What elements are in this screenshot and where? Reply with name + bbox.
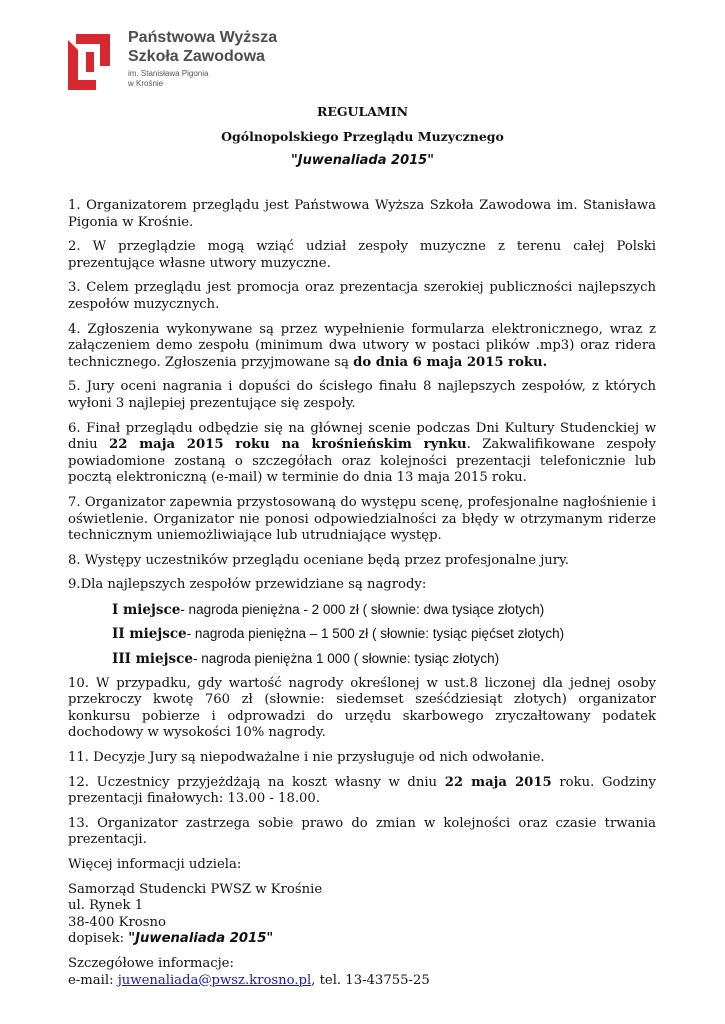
paragraph-1: 1. Organizatorem przeglądu jest Państwowa Wyższa Szkoła Zawodowa im. Stanisława Pigonia w Krośnie. <box>68 198 656 230</box>
contact-email-label: e-mail: <box>68 972 118 988</box>
paragraph-7: 7. Organizator zapewnia przystosowaną do występu scenę, profesjonalne nagłośnienie i oświetlenie. Organizator nie ponosi odpowiedzialności za błędy w otrzymanym riderze technicznym uniemożliwiające lub utrudniające występ. <box>68 494 656 544</box>
logo-subline-1: im. Stanisława Pigonia <box>128 69 209 78</box>
paragraph-12-text-a: 12. Uczestnicy przyjeżdżają na koszt własny w dniu <box>68 774 445 790</box>
document-subtitle: Ogólnopolskiego Przeglądu Muzycznego <box>221 129 504 144</box>
paragraph-8: 8. Występy uczestników przeglądu oceniane będą przez profesjonalne jury. <box>68 552 569 568</box>
logo-line-2: Szkoła Zawodowa <box>128 48 265 65</box>
contact-note-label: dopisek: <box>68 931 129 947</box>
logo-subline-2: w Krośnie <box>128 79 164 88</box>
paragraph-6-text-a: 6. Finał przeglądu odbędzie się na głównej scenie podczas Dni Kultury Studenckiej w dniu <box>68 420 656 453</box>
paragraph-6-date: 22 maja 2015 roku na krośnieńskim rynku <box>109 437 467 453</box>
paragraph-4-text: 4. Zgłoszenia wykonywane są przez wypełnienie formularza elektronicznego, wraz z załączeniem demo zespołu (minimum dwa utwory w postaci plików .mp3) oraz ridera technicznego. Zgłoszenia przyjmowane są <box>68 321 656 370</box>
prize-place: III miejsce <box>112 651 193 668</box>
school-logo <box>66 28 296 96</box>
logo-line-1: Państwowa Wyższa <box>128 29 278 46</box>
contact-details-label: Szczegółowe informacje: <box>68 955 234 971</box>
prize-text: - nagroda pieniężna - 2 000 zł ( słownie: dwa tysiące złotych) <box>180 601 545 617</box>
contact-email-line <box>68 973 656 990</box>
contact-organization: Samorząd Studencki PWSZ w Krośnie <box>68 881 323 897</box>
paragraph-9: 9.Dla najlepszych zespołów przewidziane są nagrody: <box>68 577 427 593</box>
contact-note <box>68 931 656 948</box>
paragraph-10: 10. W przypadku, gdy wartość nagrody określonej w ust.8 liczonej dla jednej osoby przekroczy kwotę 760 zł (słownie: siedemset sześćdziesiąt złotych) organizator konkursu pobierze i odprowadzi do urzędu skarbowego zryczałtowany podatek dochodowy w wysokości 10% nagrody. <box>68 675 656 741</box>
contact-note-value: "Juwenaliada 2015" <box>128 931 274 947</box>
prize-item <box>112 602 656 619</box>
prize-text: - nagroda pieniężna 1 000 ( słownie: tysiąc złotych) <box>192 651 500 667</box>
contact-phone: , tel. 13-43755-25 <box>311 972 430 988</box>
document-title: REGULAMIN <box>316 104 409 119</box>
paragraph-4-deadline: do dnia 6 maja 2015 roku. <box>353 354 548 370</box>
prize-place: I miejsce <box>112 601 181 618</box>
prize-place: II miejsce <box>112 626 187 643</box>
prize-item <box>112 651 656 668</box>
prize-item <box>112 626 656 643</box>
paragraph-5: 5. Jury oceni nagrania i dopuści do ścisłego finału 8 najlepszych zespołów, z których wyłoni 3 najlepiej prezentujące się zespoły. <box>68 379 656 411</box>
paragraph-3: 3. Celem przeglądu jest promocja oraz prezentacja szerokiej publiczności najlepszych zespołów muzycznych. <box>68 280 656 312</box>
regulations-body <box>68 198 656 989</box>
contact-street: ul. Rynek 1 <box>68 898 144 914</box>
paragraph-12 <box>68 775 656 808</box>
paragraph-2: 2. W przeglądzie mogą wziąć udział zespoły muzyczne z terenu całej Polski prezentujące własne utwory muzyczne. <box>68 239 656 271</box>
paragraph-13: 13. Organizator zastrzega sobie prawo do zmian w kolejności oraz czasie trwania prezentacji. <box>68 815 656 848</box>
paragraph-12-date: 22 maja 2015 <box>444 774 552 790</box>
paragraph-11: 11. Decyzje Jury są niepodważalne i nie przysługuje od nich odwołanie. <box>68 750 545 766</box>
contact-intro: Więcej informacji udziela: <box>68 857 242 872</box>
paragraph-12-text-b: roku. Godziny prezentacji finałowych: 13.00 - 18.00. <box>68 774 656 807</box>
prize-text: - nagroda pieniężna – 1 500 zł ( słownie: tysiąc pięćset złotych) <box>186 626 565 642</box>
contact-email-link[interactable]: juwenaliada@pwsz.krosno.pl <box>117 972 312 988</box>
school-emblem-icon <box>66 32 120 90</box>
paragraph-6 <box>68 421 656 487</box>
paragraph-4 <box>68 322 656 372</box>
paragraph-6-text-b: . Zakwalifikowane zespoły powiadomione zostaną o szczegółach oraz kolejności prezentacji telefonicznie lub pocztą elektroniczną (e-mail) w terminie do dnia 13 maja 2015 roku. <box>68 437 656 486</box>
event-name: "Juwenaliada 2015" <box>291 153 434 168</box>
contact-city: 38-400 Krosno <box>68 914 166 930</box>
